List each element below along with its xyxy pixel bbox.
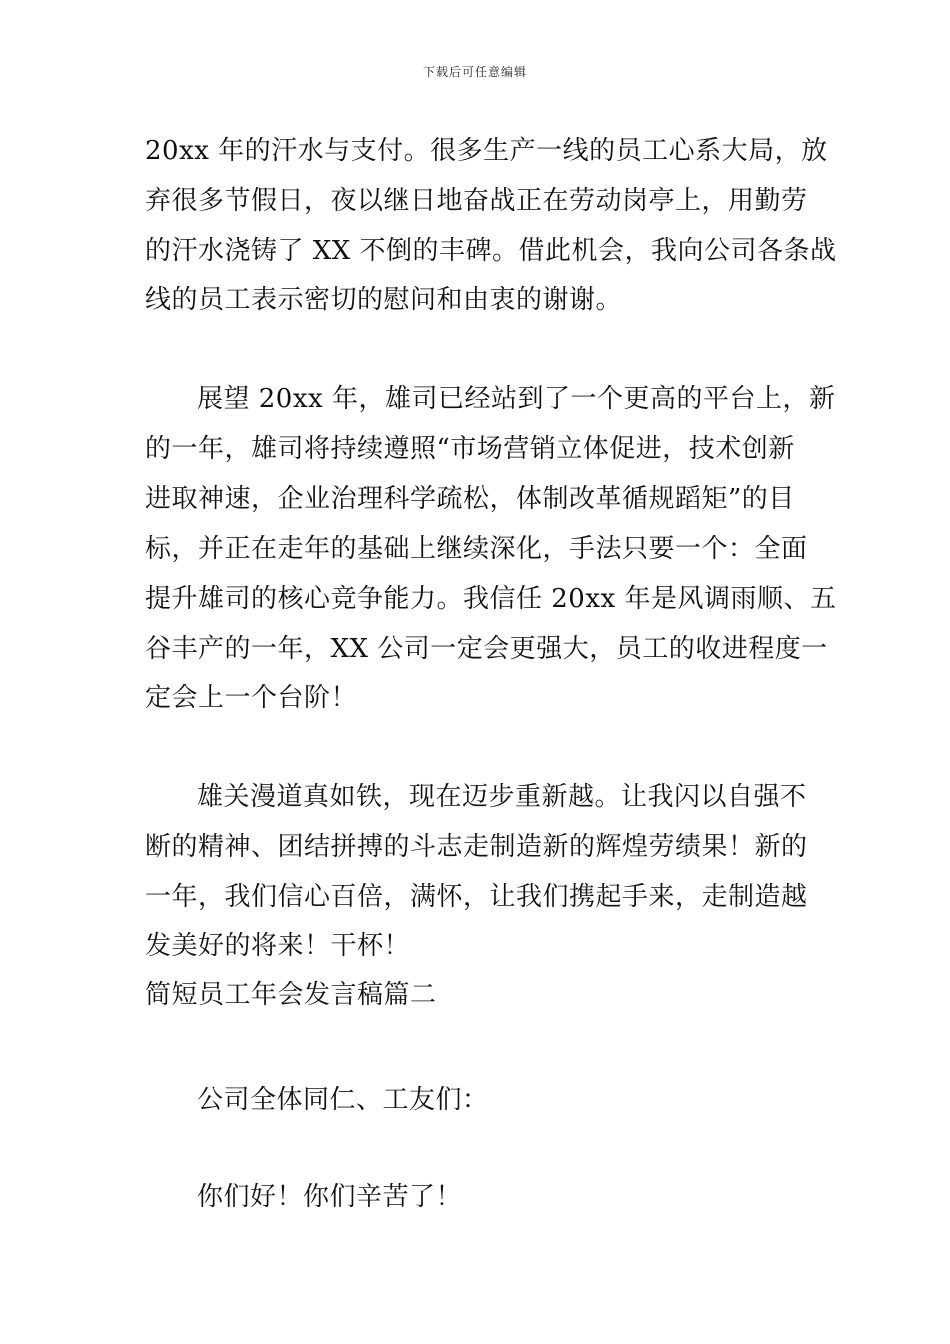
text-line: 提升雄司的核心竞争能力。我信任 20xx 年是风调雨顺、五 <box>145 584 837 614</box>
section-title: 简短员工年会发言稿篇二 <box>145 980 437 1010</box>
text-line: 展望 20xx 年，雄司已经站到了一个更高的平台上，新 <box>197 384 836 414</box>
text-line: 的汗水浇铸了 XX 不倒的丰碑。借此机会，我向公司各条战 <box>145 236 837 266</box>
text-line: 雄关漫道真如铁，现在迈步重新越。让我闪以自强不 <box>197 782 807 812</box>
text-line: 的一年，雄司将持续遵照“市场营销立体促进，技术创新 <box>145 434 795 464</box>
text-line: 进取神速，企业治理科学疏松，体制改革循规蹈矩”的目 <box>145 484 795 514</box>
text-line: 发美好的将来！干杯！ <box>145 931 411 961</box>
page-header-note: 下载后可任意编辑 <box>422 65 527 79</box>
greeting: 公司全体同仁、工友们： <box>197 1085 489 1115</box>
text-line: 一年，我们信心百倍，满怀，让我们携起手来，走制造越 <box>145 882 808 912</box>
text-line: 断的精神、团结拼搏的斗志走制造新的辉煌劳绩果！新的 <box>145 832 808 862</box>
salutation: 你们好！你们辛苦了！ <box>197 1182 463 1212</box>
text-line: 定会上一个台阶！ <box>145 683 358 713</box>
text-line: 弃很多节假日，夜以继日地奋战正在劳动岗亭上，用勤劳 <box>145 186 808 216</box>
text-line: 线的员工表示密切的慰问和由衷的谢谢。 <box>145 285 623 315</box>
text-line: 20xx 年的汗水与支付。很多生产一线的员工心系大局，放 <box>145 136 828 166</box>
text-line: 标，并正在走年的基础上继续深化，手法只要一个：全面 <box>145 534 808 564</box>
text-line: 谷丰产的一年，XX 公司一定会更强大，员工的收进程度一 <box>145 634 828 664</box>
